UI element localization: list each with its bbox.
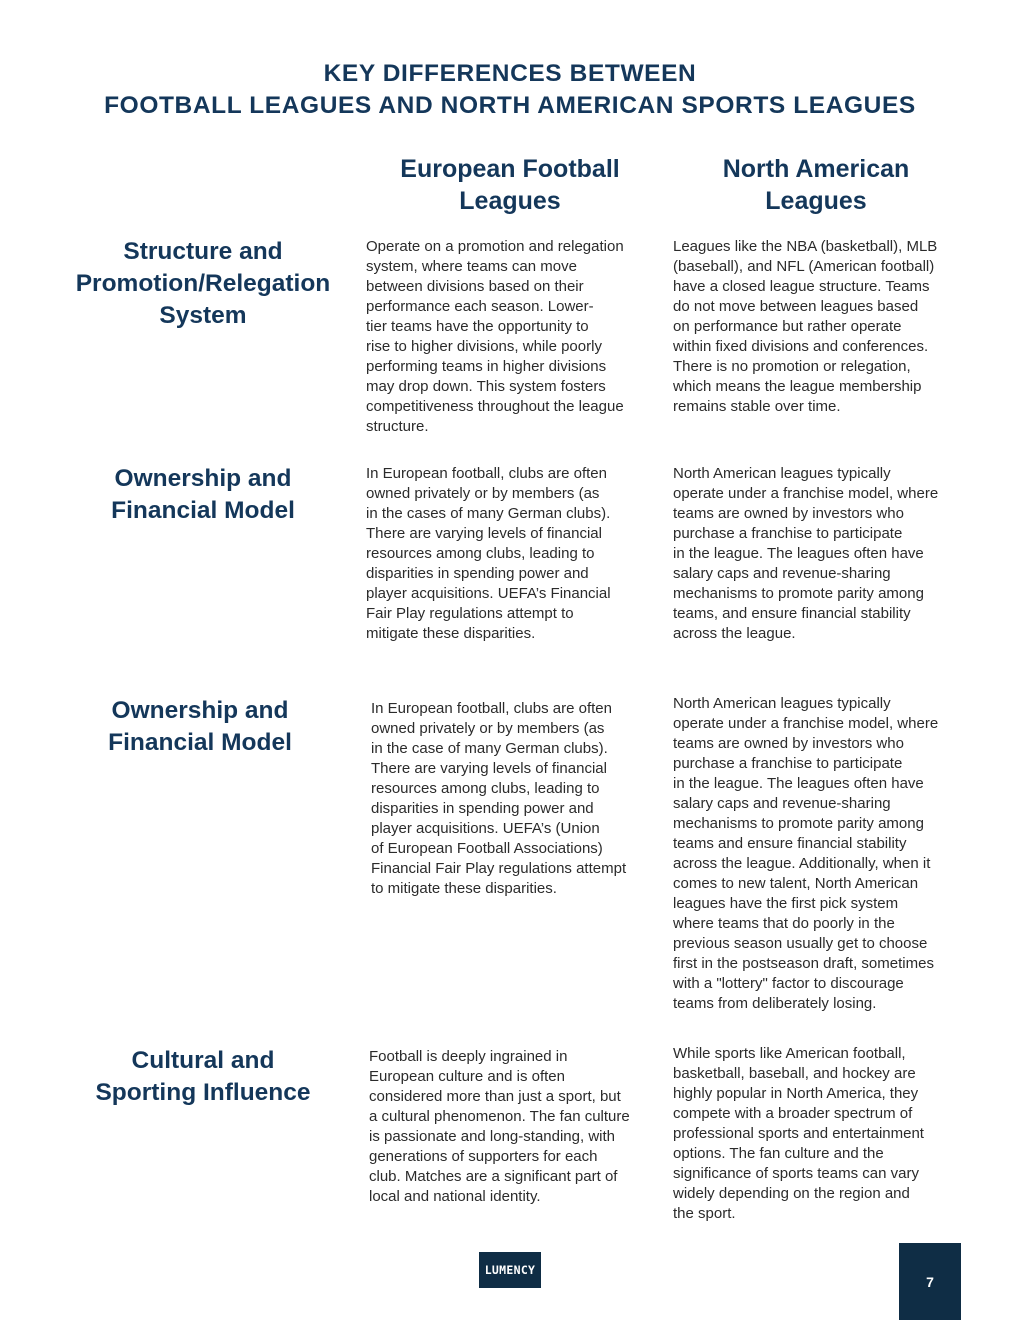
page-title bbox=[0, 58, 1020, 122]
cell-cultural-european bbox=[369, 1047, 661, 1207]
column-header-line: European Football bbox=[400, 155, 620, 183]
text-line: which means the league membership bbox=[673, 378, 922, 395]
text-line: local and national identity. bbox=[369, 1188, 541, 1205]
text-line: in the league. The leagues often have bbox=[673, 545, 924, 562]
row-heading-line: Sporting Influence bbox=[95, 1079, 311, 1106]
text-line: salary caps and revenue-sharing bbox=[673, 795, 891, 812]
cell-ownership-north-american bbox=[673, 464, 965, 644]
page-number: 7 bbox=[899, 1243, 961, 1320]
cell-ownership-extended-north-american bbox=[673, 694, 965, 1014]
text-line: resources among clubs, leading to bbox=[366, 545, 595, 562]
text-line: operate under a franchise model, where bbox=[673, 485, 939, 502]
text-line: across the league. Additionally, when it bbox=[673, 855, 931, 872]
text-line: basketball, baseball, and hockey are bbox=[673, 1065, 916, 1082]
text-line: in the case of many German clubs). bbox=[371, 740, 608, 757]
text-line: in the league. The leagues often have bbox=[673, 775, 924, 792]
text-line: mechanisms to promote parity among bbox=[673, 815, 924, 832]
text-line: across the league. bbox=[673, 625, 796, 642]
text-line: rise to higher divisions, while poorly bbox=[366, 338, 602, 355]
column-header-line: Leagues bbox=[459, 187, 561, 215]
text-line: In European football, clubs are often bbox=[366, 465, 607, 482]
text-line: disparities in spending power and bbox=[371, 800, 594, 817]
text-line: between divisions based on their bbox=[366, 278, 584, 295]
text-line: competitiveness throughout the league bbox=[366, 398, 624, 415]
column-header-european bbox=[360, 153, 660, 217]
text-line: teams from deliberately losing. bbox=[673, 995, 877, 1012]
text-line: (baseball), and NFL (American football) bbox=[673, 258, 935, 275]
lumency-logo: LUMENCY bbox=[479, 1252, 541, 1288]
text-line: North American leagues typically bbox=[673, 465, 891, 482]
text-line: purchase a franchise to participate bbox=[673, 755, 903, 772]
text-line: There is no promotion or relegation, bbox=[673, 358, 911, 375]
text-line: Financial Fair Play regulations attempt bbox=[371, 860, 627, 877]
text-line: with a "lottery" factor to discourage bbox=[673, 975, 904, 992]
text-line: teams, and ensure financial stability bbox=[673, 605, 911, 622]
text-line: compete with a broader spectrum of bbox=[673, 1105, 913, 1122]
text-line: mechanisms to promote parity among bbox=[673, 585, 924, 602]
row-heading-line: Financial Model bbox=[111, 497, 295, 524]
row-heading-line: Promotion/Relegation bbox=[75, 270, 331, 297]
text-line: is passionate and long-standing, with bbox=[369, 1128, 615, 1145]
row-heading-line: Structure and bbox=[123, 238, 283, 265]
row-heading-line: Ownership and bbox=[114, 465, 292, 492]
text-line: teams are owned by investors who bbox=[673, 505, 904, 522]
row-heading-ownership-extended bbox=[57, 695, 343, 759]
column-header-north-american bbox=[666, 153, 966, 217]
text-line: remains stable over time. bbox=[673, 398, 841, 415]
text-line: in the cases of many German clubs). bbox=[366, 505, 611, 522]
cell-ownership-extended-european bbox=[371, 699, 663, 899]
text-line: Fair Play regulations attempt to bbox=[366, 605, 574, 622]
text-line: considered more than just a sport, but bbox=[369, 1088, 621, 1105]
text-line: do not move between leagues based bbox=[673, 298, 919, 315]
text-line: may drop down. This system fosters bbox=[366, 378, 606, 395]
text-line: where teams that do poorly in the bbox=[673, 915, 895, 932]
row-heading-cultural bbox=[60, 1045, 346, 1109]
text-line: Football is deeply ingrained in bbox=[369, 1048, 568, 1065]
text-line: on performance but rather operate bbox=[673, 318, 902, 335]
text-line: performing teams in higher divisions bbox=[366, 358, 607, 375]
page-title-line-2: FOOTBALL LEAGUES AND NORTH AMERICAN SPORTS LEAGUES bbox=[104, 92, 916, 119]
row-heading-ownership bbox=[60, 463, 346, 527]
text-line: operate under a franchise model, where bbox=[673, 715, 939, 732]
text-line: owned privately or by members (as bbox=[371, 720, 605, 737]
text-line: leagues have the first pick system bbox=[673, 895, 899, 912]
text-line: teams are owned by investors who bbox=[673, 735, 904, 752]
text-line: teams and ensure financial stability bbox=[673, 835, 907, 852]
text-line: within fixed divisions and conferences. bbox=[673, 338, 929, 355]
row-heading-line: System bbox=[159, 302, 247, 329]
text-line: player acquisitions. UEFA’s (Union bbox=[371, 820, 600, 837]
column-header-line: Leagues bbox=[765, 187, 867, 215]
text-line: comes to new talent, North American bbox=[673, 875, 919, 892]
text-line: a cultural phenomenon. The fan culture bbox=[369, 1108, 630, 1125]
row-heading-line: Cultural and bbox=[131, 1047, 275, 1074]
text-line: mitigate these disparities. bbox=[366, 625, 536, 642]
column-header-line: North American bbox=[722, 155, 910, 183]
text-line: player acquisitions. UEFA’s Financial bbox=[366, 585, 611, 602]
text-line: highly popular in North America, they bbox=[673, 1085, 919, 1102]
row-heading-line: Ownership and bbox=[111, 697, 289, 724]
text-line: salary caps and revenue-sharing bbox=[673, 565, 891, 582]
text-line: of European Football Associations) bbox=[371, 840, 603, 857]
text-line: resources among clubs, leading to bbox=[371, 780, 600, 797]
text-line: While sports like American football, bbox=[673, 1045, 906, 1062]
text-line: There are varying levels of financial bbox=[366, 525, 602, 542]
text-line: North American leagues typically bbox=[673, 695, 891, 712]
text-line: the sport. bbox=[673, 1205, 736, 1222]
cell-structure-north-american bbox=[673, 237, 965, 417]
text-line: previous season usually get to choose bbox=[673, 935, 928, 952]
text-line: widely depending on the region and bbox=[673, 1185, 910, 1202]
text-line: Operate on a promotion and relegation bbox=[366, 238, 624, 255]
text-line: professional sports and entertainment bbox=[673, 1125, 924, 1142]
text-line: disparities in spending power and bbox=[366, 565, 589, 582]
text-line: There are varying levels of financial bbox=[371, 760, 607, 777]
text-line: performance each season. Lower- bbox=[366, 298, 594, 315]
row-heading-line: Financial Model bbox=[108, 729, 292, 756]
row-heading-structure bbox=[60, 236, 346, 332]
text-line: first in the postseason draft, sometimes bbox=[673, 955, 934, 972]
text-line: options. The fan culture and the bbox=[673, 1145, 884, 1162]
text-line: structure. bbox=[366, 418, 429, 435]
page-title-line-1: KEY DIFFERENCES BETWEEN bbox=[323, 60, 697, 87]
text-line: Leagues like the NBA (basketball), MLB bbox=[673, 238, 938, 255]
text-line: European culture and is often bbox=[369, 1068, 565, 1085]
cell-ownership-european bbox=[366, 464, 658, 644]
text-line: have a closed league structure. Teams bbox=[673, 278, 930, 295]
text-line: system, where teams can move bbox=[366, 258, 577, 275]
text-line: owned privately or by members (as bbox=[366, 485, 600, 502]
text-line: to mitigate these disparities. bbox=[371, 880, 557, 897]
text-line: tier teams have the opportunity to bbox=[366, 318, 589, 335]
text-line: generations of supporters for each bbox=[369, 1148, 598, 1165]
text-line: club. Matches are a significant part of bbox=[369, 1168, 618, 1185]
text-line: purchase a franchise to participate bbox=[673, 525, 903, 542]
text-line: significance of sports teams can vary bbox=[673, 1165, 919, 1182]
cell-cultural-north-american bbox=[673, 1044, 965, 1224]
text-line: In European football, clubs are often bbox=[371, 700, 612, 717]
cell-structure-european bbox=[366, 237, 658, 437]
